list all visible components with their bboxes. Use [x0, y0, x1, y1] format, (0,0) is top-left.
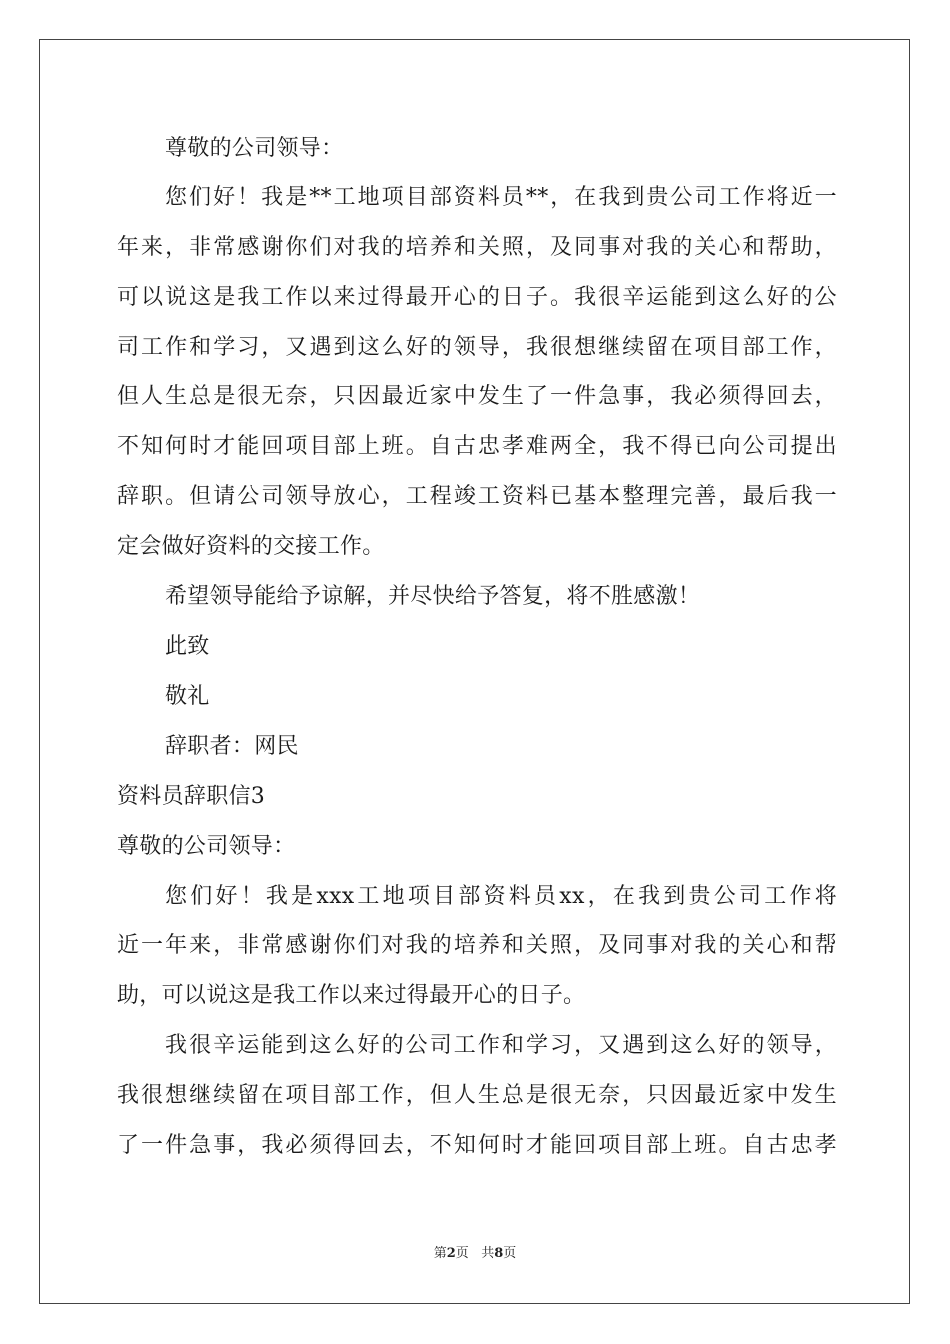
page-label-prefix: 第 — [433, 1246, 447, 1261]
body-line: 您们好！我是xxx工地项目部资料员xx，在我到贵公司工作将 — [165, 884, 837, 909]
closing-line: 此致 — [165, 634, 210, 659]
page-footer — [0, 1246, 950, 1262]
salutation: 尊敬的公司领导： — [165, 136, 344, 161]
body-line: 辞职。但请公司领导放心，工程竣工资料已基本整理完善，最后我一 — [117, 484, 837, 509]
body-line: 您们好！我是**工地项目部资料员**，在我到贵公司工作将近一 — [165, 185, 837, 210]
body-line: 了一件急事，我必须得回去，不知何时才能回项目部上班。自古忠孝 — [117, 1133, 837, 1158]
body-line: 可以说这是我工作以来过得最开心的日子。我很辛运能到这么好的公 — [117, 285, 837, 310]
page-border — [39, 39, 910, 1304]
signature-line: 辞职者：网民 — [165, 734, 299, 759]
page-number: 2 — [446, 1246, 456, 1261]
body-line: 年来，非常感谢你们对我的培养和关照，及同事对我的关心和帮助， — [117, 235, 837, 260]
body-line: 近一年来，非常感谢你们对我的培养和关照，及同事对我的关心和帮 — [117, 933, 837, 958]
closing-line: 敬礼 — [165, 684, 210, 709]
body-line: 我很辛运能到这么好的公司工作和学习，又遇到这么好的领导， — [165, 1033, 837, 1058]
page-label-suffix: 页 — [455, 1246, 469, 1261]
body-line: 司工作和学习，又遇到这么好的领导，我很想继续留在项目部工作， — [117, 335, 837, 360]
body-line: 不知何时才能回项目部上班。自古忠孝难两全，我不得已向公司提出 — [117, 434, 837, 459]
body-line: 但人生总是很无奈，只因最近家中发生了一件急事，我必须得回去， — [117, 384, 837, 409]
total-label-suffix: 页 — [503, 1246, 517, 1261]
body-line: 希望领导能给予谅解，并尽快给予答复，将不胜感激！ — [165, 584, 701, 609]
body-line: 助，可以说这是我工作以来过得最开心的日子。 — [117, 983, 586, 1008]
total-label-prefix: 共 — [481, 1246, 495, 1261]
salutation: 尊敬的公司领导： — [117, 834, 296, 859]
body-line: 定会做好资料的交接工作。 — [117, 534, 385, 559]
body-line: 我很想继续留在项目部工作，但人生总是很无奈，只因最近家中发生 — [117, 1083, 837, 1108]
section-heading: 资料员辞职信3 — [117, 784, 266, 809]
total-pages: 8 — [494, 1246, 504, 1261]
